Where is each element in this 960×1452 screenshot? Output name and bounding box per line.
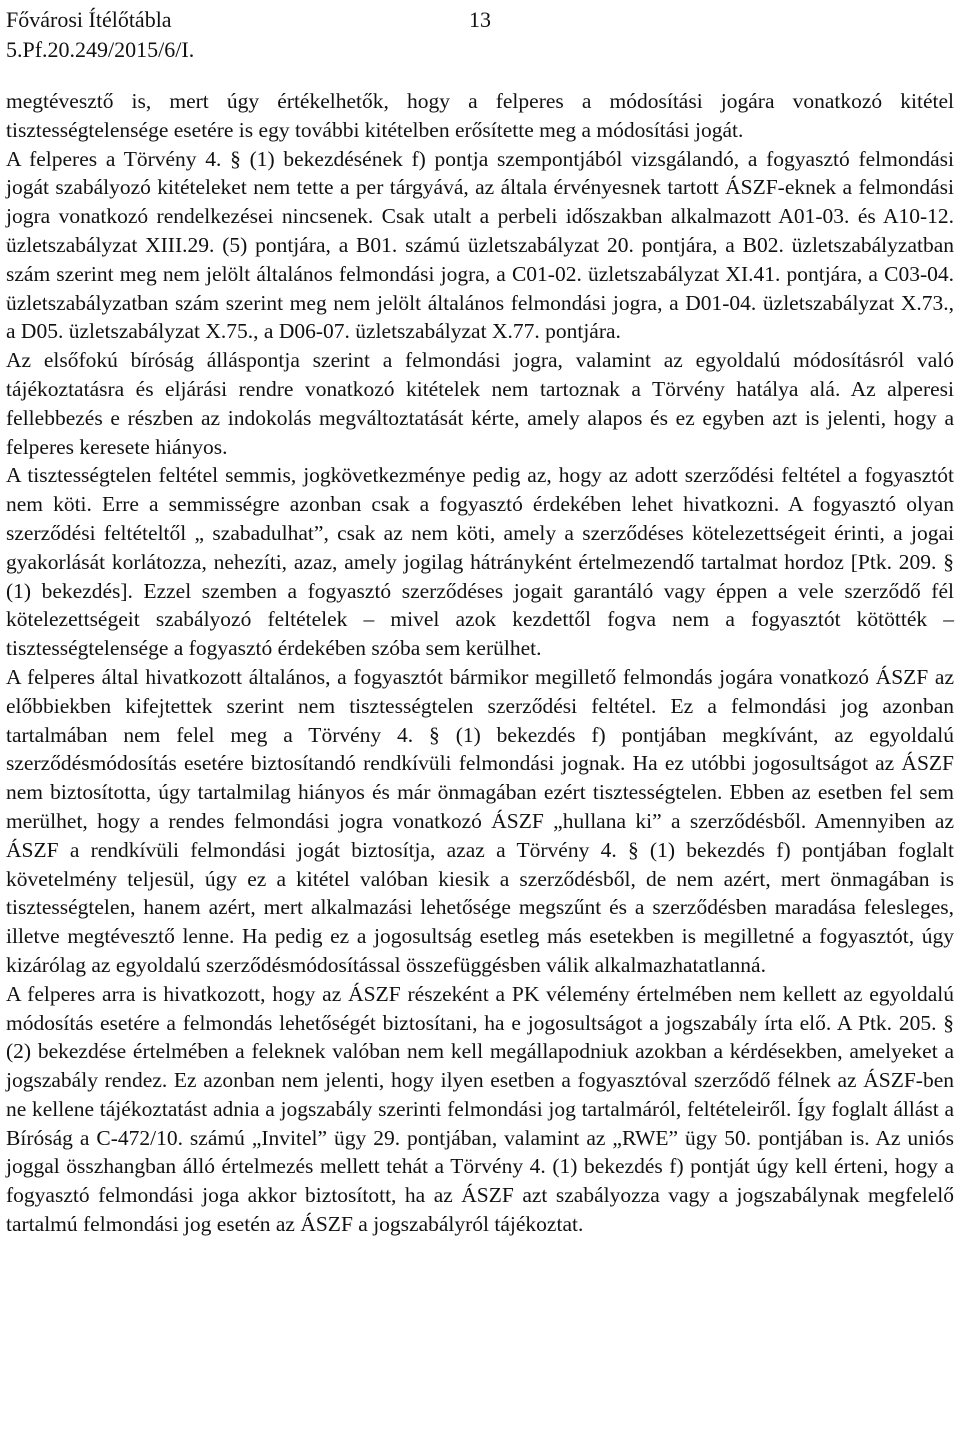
page-header <box>6 4 946 68</box>
paragraph: megtévesztő is, mert úgy értékelhetők, hogy a felperes a módosítási jogára vonatkozó kitétel tisztességtelensége esetére is egy további kitételben erősítette meg a módosítási jogát. <box>6 89 954 142</box>
court-name: Fővárosi Ítélőtábla <box>6 7 172 32</box>
paragraph: A felperes a Törvény 4. § (1) bekezdésének f) pontja szempontjából vizsgálandó, a fogyasztó felmondási jogát szabályozó kitételeket nem tette a per tárgyává, az általa érvényesnek tartott ÁSZF-eknek a felmondási jogra vonatkozó rendelkezései nincsenek. Csak utalt a perbeli időszakban alkalmazott A01-03. és A10-12. üzletszabályzat XIII.29. (5) pontjára, a B01. számú üzletszabályzat 20. pontjára, a B02. üzletszabályzatban szám szerint meg nem jelölt általános felmondási jogra, a C01-02. üzletszabályzat XI.41. pontjára, a C03-04. üzletszabályzatban szám szerint meg nem jelölt általános felmondási jogra, a D01-04. üzletszabályzat X.73., a D05. üzletszabályzat X.75., a D06-07. üzletszabályzat X.77. pontjára. <box>6 146 954 344</box>
case-number: 5.Pf.20.249/2015/6/I. <box>6 37 195 62</box>
paragraph: A tisztességtelen feltétel semmis, jogkövetkezménye pedig az, hogy az adott szerződési feltétel a fogyasztót nem köti. Erre a semmisségre azonban csak a fogyasztó érdekében lehet hivatkozni. A fogyasztó olyan szerződési feltételtől „ szabadulhat”, csak az nem köti, amely a szerződéses kötelezettségeit érinti, a jogai gyakorlását korlátozza, nehezíti, azaz, amely jogilag hátrányként értelmezendő tartalmat hordoz [Ptk. 209. § (1) bekezdés]. Ezzel szemben a fogyasztó szerződéses jogait garantáló vagy éppen a vele szerződő fél kötelezettségeit szabályozó feltételek – mivel azok kezdettől fogva nem a fogyasztót kötötték – tisztességtelensége a fogyasztó érdekében szóba sem kerülhet. <box>6 463 954 661</box>
paragraph: A felperes arra is hivatkozott, hogy az ÁSZF részeként a PK vélemény értelmében nem kellett az egyoldalú módosítás esetére a felmondás lehetőségét biztosítani, ha e jogosultságot a jogszabály írta elő. A Ptk. 205. § (2) bekezdése értelmében a feleknek valóban nem kell megállapodniuk azokban a kérdésekben, amelyeket a jogszabály rendez. Ez azonban nem jelenti, hogy ilyen esetben a fogyasztóval szerződő félnek az ÁSZF-ben ne kellene tájékoztatást adnia a jogszabály szerinti felmondási jog tartalmáról, feltételeiről. Így foglalt állást a Bíróság a C-472/10. számú „Invitel” ügy 29. pontjában, valamint az „RWE” ügy 50. pontjában is. Az uniós joggal összhangban álló értelmezés mellett tehát a Törvény 4. (1) bekezdés f) pontját úgy kell érteni, hogy a fogyasztó felmondási joga akkor biztosított, ha az ÁSZF azt szabályozza vagy a jogszabálynak megfelelő tartalmú felmondási jog esetén az ÁSZF a jogszabályról tájékoztat. <box>6 981 954 1237</box>
paragraph: Az elsőfokú bíróság álláspontja szerint a felmondási jogra, valamint az egyoldalú módosításról való tájékoztatásra és eljárási rendre vonatkozó kitételek nem tartoznak a Törvény hatálya alá. Az alperesi fellebbezés e részben az indokolás megváltoztatását kérte, amely alapos és ez egyben azt is jelenti, hogy a felperes keresete hiányos. <box>6 348 954 459</box>
page-number: 13 <box>469 7 491 32</box>
body-text <box>6 87 954 1239</box>
paragraph: A felperes által hivatkozott általános, a fogyasztót bármikor megillető felmondás jogára vonatkozó ÁSZF az előbbiekben kifejtettek szerint nem tisztességtelen szerződési feltétel. Ez a felmondási jog azonban tartalmában nem felel meg a Törvény 4. § (1) bekezdés f) pontjában megkívánt, az egyoldalú szerződésmódosítás esetére biztosítandó rendkívüli felmondási jognak. Ha ez utóbbi jogosultságot az ÁSZF nem biztosította, úgy tartalmilag hiányos és már önmagában ezért tisztességtelen. Ebben az esetben fel sem merülhet, hogy a rendes felmondási jogra vonatkozó ÁSZF „hullana ki” a szerződésből. Amennyiben az ÁSZF a rendkívüli felmondási jogát biztosítja, azaz a Törvény 4. § (1) bekezdés f) pontjában foglalt követelmény teljesül, úgy ez a kitétel valóban kiesik a szerződésből, de nem azért, mert önmagában is tisztességtelen, hanem azért, mert alkalmazási lehetősége megszűnt és a szerződésben maradása felesleges, illetve megtévesztő lenne. Ha pedig ez a jogosultság esetleg más esetekben is megilletné a fogyasztót, úgy kizárólag az egyoldalú szerződésmódosítással összefüggésben válik alkalmazhatatlanná. <box>6 664 954 977</box>
